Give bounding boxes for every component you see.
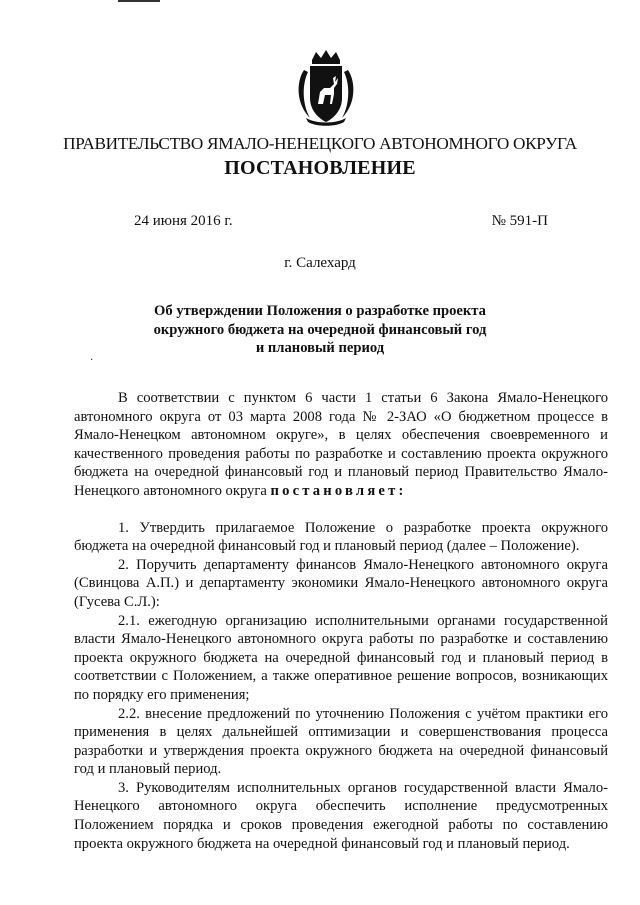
document-title [150, 302, 490, 358]
resolves-keyword: постановляет: [270, 482, 407, 499]
document-number: № 591-П [491, 213, 548, 229]
paragraph-3: 3. Руководителям исполнительных органов государственной власти Ямало-Ненецкого автономного округа обеспечить исполнение предусмотренных Положением порядка и сроков проведения ежегодной работы по составлению проекта окружного бюджета на очередной финансовый год и плановый период. [74, 779, 608, 852]
document-date: 24 июня 2016 г. [134, 213, 233, 229]
paragraph-2-1: 2.1. ежегодную организацию исполнительными органами государственной власти Ямало-Ненецкого автономного округа работы по разработке и составлению проекта окружного бюджета на очередной финансовый год и плановый период в соответствии с Положением, а также оперативное решение вопросов, возникающих по порядку его применения; [74, 612, 608, 703]
title-line: Об утверждении Положения о разработке проекта [154, 303, 486, 319]
document-city: г. Салехард [284, 255, 356, 271]
paragraph-2: 2. Поручить департаменту финансов Ямало-Ненецкого автономного округа (Свинцова А.П.) и департаменту экономики Ямало-Ненецкого автономного округа (Гусева С.Л.): [74, 556, 608, 610]
paragraph-2-2: 2.2. внесение предложений по уточнению Положения с учётом практики его применения в целях дальнейшей оптимизации и совершенствования процесса разработки и утверждения проекта окружного бюджета на очередной финансовый год и плановый период. [74, 705, 608, 778]
scan-dot: · [90, 355, 94, 366]
preamble-paragraph [74, 389, 608, 501]
coat-of-arms-icon [290, 48, 362, 128]
title-line: окружного бюджета на очередной финансовый год [153, 321, 487, 338]
title-line: и плановый период [255, 340, 385, 356]
government-name: ПРАВИТЕЛЬСТВО ЯМАЛО-НЕНЕЦКОГО АВТОНОМНОГО ОКРУГА [63, 134, 577, 153]
document-body [74, 389, 608, 853]
preamble-text: В соответствии с пунктом 6 части 1 статьи 6 Закона Ямало-Ненецкого автономного округа от 03 марта 2008 года № 2-ЗАО «О бюджетном процессе в Ямало-Ненецком автономном округе», в целях обеспечения своевременного и качественного проведения работы по разработке и составлению проекта окружного бюджета на очередной финансовый год и плановый период Правительство Ямало-Ненецкого автономного округа [74, 390, 608, 499]
scan-mark [118, 0, 160, 2]
document-type: ПОСТАНОВЛЕНИЕ [224, 157, 416, 179]
paragraph-1: 1. Утвердить прилагаемое Положение о разработке проекта окружного бюджета на очередной финансовый год и плановый период (далее – Положение). [74, 519, 608, 555]
